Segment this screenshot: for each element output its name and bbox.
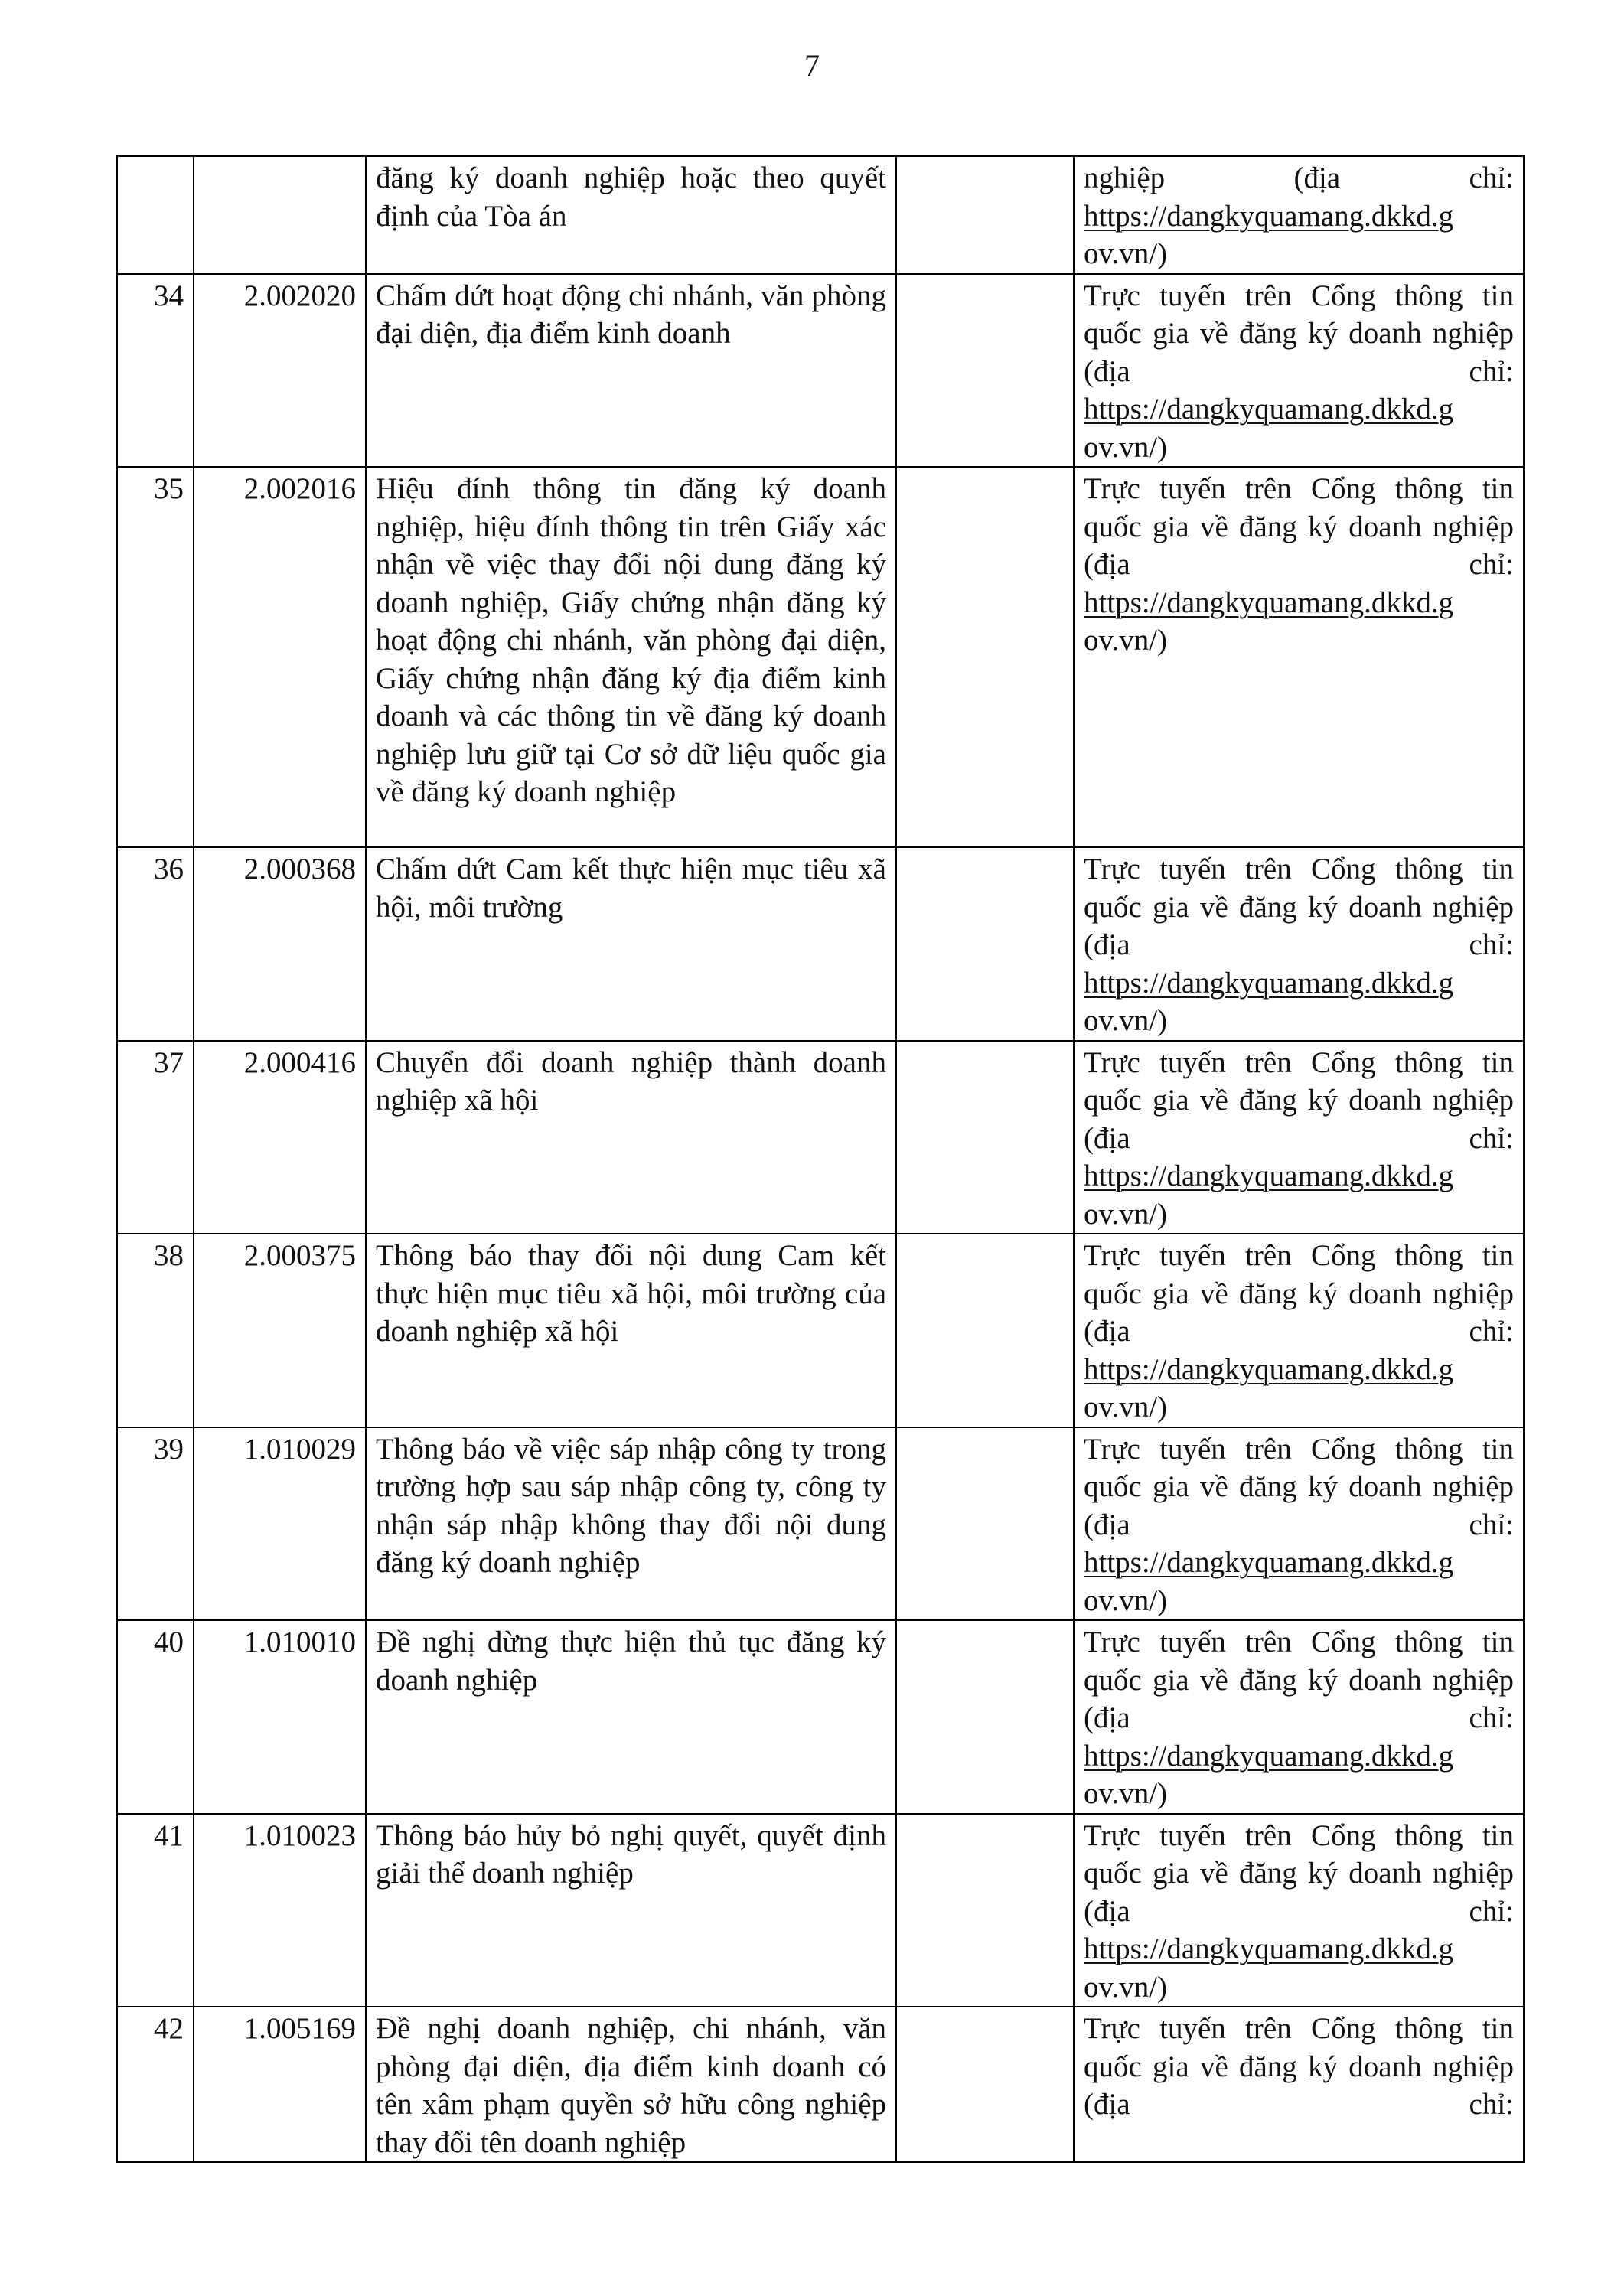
method-cell [1074, 467, 1524, 847]
empty-cell [896, 1427, 1074, 1621]
procedure-table [116, 155, 1525, 2163]
procedure-code-cell: 2.000416 [194, 1041, 366, 1234]
table-row [117, 1814, 1524, 2007]
empty-cell [896, 467, 1074, 847]
empty-cell [896, 1620, 1074, 1814]
method-text: Trực tuyến trên Cổng thông tin quốc gia về đăng ký doanh nghiệp (địa chỉ: [1084, 472, 1514, 581]
empty-cell [896, 2007, 1074, 2162]
table-row [117, 467, 1524, 847]
method-cell [1074, 2007, 1524, 2162]
method-text: nghiệp (địa chỉ: [1084, 161, 1514, 194]
empty-cell [896, 274, 1074, 468]
portal-link-tail[interactable]: ov.vn/) [1084, 624, 1168, 657]
procedure-code-cell: 2.002020 [194, 274, 366, 468]
stt-cell [117, 156, 194, 274]
method-text: Trực tuyến trên Cổng thông tin quốc gia về đăng ký doanh nghiệp (địa chỉ: [1084, 853, 1514, 961]
table-row [117, 1427, 1524, 1621]
method-cell [1074, 1427, 1524, 1621]
portal-link[interactable]: https://dangkyquamang.dkkd.g [1084, 1352, 1454, 1386]
method-text: Trực tuyến trên Cổng thông tin quốc gia về đăng ký doanh nghiệp (địa chỉ: [1084, 279, 1514, 388]
stt-cell: 41 [117, 1814, 194, 2007]
stt-cell: 40 [117, 1620, 194, 1814]
portal-link-tail[interactable]: ov.vn/) [1084, 430, 1168, 464]
portal-link-tail[interactable]: ov.vn/) [1084, 1970, 1168, 2004]
procedure-code-cell: 1.010029 [194, 1427, 366, 1621]
procedure-name-cell: Thông báo hủy bỏ nghị quyết, quyết định giải thể doanh nghiệp [366, 1814, 896, 2007]
procedure-name-cell: Hiệu đính thông tin đăng ký doanh nghiệp, hiệu đính thông tin trên Giấy xác nhận về việc thay đổi nội dung đăng ký doanh nghiệp, Giấy chứng nhận đăng ký hoạt động chi nhánh, văn phòng đại diện, Giấy chứng nhận đăng ký địa điểm kinh doanh và các thông tin về đăng ký doanh nghiệp lưu giữ tại Cơ sở dữ liệu quốc gia về đăng ký doanh nghiệp [366, 467, 896, 847]
method-text: Trực tuyến trên Cổng thông tin quốc gia về đăng ký doanh nghiệp (địa chỉ: [1084, 1239, 1514, 1348]
stt-cell: 38 [117, 1234, 194, 1427]
method-cell [1074, 847, 1524, 1041]
portal-link[interactable]: https://dangkyquamang.dkkd.g [1084, 1739, 1454, 1773]
procedure-name-cell: Chấm dứt Cam kết thực hiện mục tiêu xã hội, môi trường [366, 847, 896, 1041]
empty-cell [896, 1814, 1074, 2007]
portal-link[interactable]: https://dangkyquamang.dkkd.g [1084, 1932, 1454, 1965]
empty-cell [896, 847, 1074, 1041]
stt-cell: 35 [117, 467, 194, 847]
stt-cell: 42 [117, 2007, 194, 2162]
procedure-name-cell: Chấm dứt hoạt động chi nhánh, văn phòng đại diện, địa điểm kinh doanh [366, 274, 896, 468]
portal-link-tail[interactable]: ov.vn/) [1084, 1391, 1168, 1424]
procedure-code-cell: 2.002016 [194, 467, 366, 847]
portal-link-tail[interactable]: ov.vn/) [1084, 237, 1168, 270]
portal-link[interactable]: https://dangkyquamang.dkkd.g [1084, 1546, 1454, 1579]
portal-link[interactable]: https://dangkyquamang.dkkd.g [1084, 199, 1454, 233]
table-row-continuation [117, 156, 1524, 274]
portal-link-tail[interactable]: ov.vn/) [1084, 1197, 1168, 1231]
portal-link[interactable]: https://dangkyquamang.dkkd.g [1084, 393, 1454, 426]
method-text: Trực tuyến trên Cổng thông tin quốc gia về đăng ký doanh nghiệp (địa chỉ: [1084, 1045, 1514, 1155]
procedure-code-cell: 2.000368 [194, 847, 366, 1041]
procedure-name-cell: Thông báo về việc sáp nhập công ty trong trường hợp sau sáp nhập công ty, công ty nhận sáp nhập không thay đổi nội dung đăng ký doanh nghiệp [366, 1427, 896, 1621]
empty-cell [896, 156, 1074, 274]
stt-cell: 39 [117, 1427, 194, 1621]
stt-cell: 34 [117, 274, 194, 468]
method-text: Trực tuyến trên Cổng thông tin quốc gia về đăng ký doanh nghiệp (địa chỉ: [1084, 1818, 1514, 1928]
procedure-code-cell: 1.010010 [194, 1620, 366, 1814]
empty-cell [896, 1234, 1074, 1427]
method-cell [1074, 1620, 1524, 1814]
procedure-code-cell [194, 156, 366, 274]
portal-link[interactable]: https://dangkyquamang.dkkd.g [1084, 585, 1454, 619]
method-cell [1074, 274, 1524, 468]
table-row-last [117, 2007, 1524, 2162]
portal-link[interactable]: https://dangkyquamang.dkkd.g [1084, 966, 1454, 1000]
stt-cell: 36 [117, 847, 194, 1041]
portal-link-tail[interactable]: ov.vn/) [1084, 1004, 1168, 1037]
portal-link-tail[interactable]: ov.vn/) [1084, 1583, 1168, 1617]
method-cell [1074, 156, 1524, 274]
procedure-name-cell: Thông báo thay đổi nội dung Cam kết thực hiện mục tiêu xã hội, môi trường của doanh nghiệp xã hội [366, 1234, 896, 1427]
procedure-code-cell: 1.010023 [194, 1814, 366, 2007]
method-cell [1074, 1814, 1524, 2007]
empty-cell [896, 1041, 1074, 1234]
procedure-name-cell: Đề nghị doanh nghiệp, chi nhánh, văn phòng đại diện, địa điểm kinh doanh có tên xâm phạm quyền sở hữu công nghiệp thay đổi tên doanh nghiệp [366, 2007, 896, 2162]
procedure-code-cell: 2.000375 [194, 1234, 366, 1427]
method-cell [1074, 1041, 1524, 1234]
table-row [117, 1620, 1524, 1814]
procedure-name-cell: Đề nghị dừng thực hiện thủ tục đăng ký doanh nghiệp [366, 1620, 896, 1814]
procedure-name-cell: Chuyển đổi doanh nghiệp thành doanh nghiệp xã hội [366, 1041, 896, 1234]
method-cell [1074, 1234, 1524, 1427]
method-text: Trực tuyến trên Cổng thông tin quốc gia về đăng ký doanh nghiệp (địa chỉ: [1084, 2012, 1514, 2121]
procedure-code-cell: 1.005169 [194, 2007, 366, 2162]
procedure-table-body [117, 156, 1524, 2162]
table-row [117, 274, 1524, 468]
table-row [117, 847, 1524, 1041]
page-number: 7 [804, 48, 820, 83]
table-row [117, 1041, 1524, 1234]
method-text: Trực tuyến trên Cổng thông tin quốc gia về đăng ký doanh nghiệp (địa chỉ: [1084, 1626, 1514, 1734]
portal-link[interactable]: https://dangkyquamang.dkkd.g [1084, 1159, 1454, 1192]
method-text: Trực tuyến trên Cổng thông tin quốc gia về đăng ký doanh nghiệp (địa chỉ: [1084, 1432, 1514, 1541]
portal-link-tail[interactable]: ov.vn/) [1084, 1777, 1168, 1810]
procedure-name-cell: đăng ký doanh nghiệp hoặc theo quyết định của Tòa án [366, 156, 896, 274]
stt-cell: 37 [117, 1041, 194, 1234]
table-row [117, 1234, 1524, 1427]
